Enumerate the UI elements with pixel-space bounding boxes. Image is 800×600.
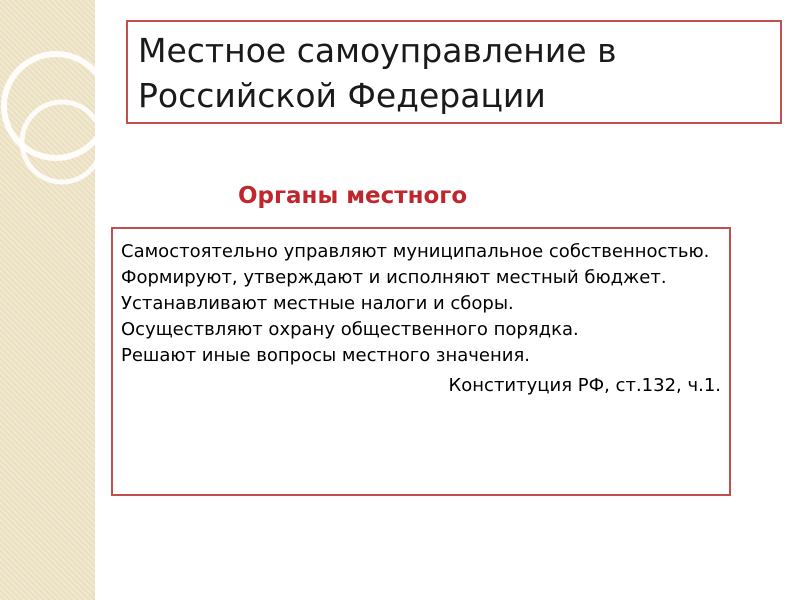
- paragraph-3: Устанавливают местные налоги и сборы.: [121, 293, 514, 314]
- rings-decoration: [0, 0, 95, 600]
- title-box: [126, 20, 782, 124]
- source-citation: Конституция РФ, ст.132, ч.1.: [448, 375, 721, 396]
- paragraph-5: Решают иные вопросы местного значения.: [121, 345, 531, 366]
- slide-title-line-1: Местное самоуправление в: [138, 31, 617, 70]
- content-box: [111, 227, 731, 496]
- slide-subtitle: Органы местного: [238, 183, 468, 209]
- decorative-sidebar: [0, 0, 95, 600]
- paragraph-2: Формируют, утверждают и исполняют местный бюджет.: [121, 267, 667, 288]
- slide-title-line-2: Российской Федерации: [138, 76, 546, 115]
- decor-ring-small: [22, 102, 95, 182]
- paragraph-1: Самостоятельно управляют муниципальное собственностью.: [121, 241, 710, 262]
- paragraph-4: Осуществляют охрану общественного порядка.: [121, 319, 579, 340]
